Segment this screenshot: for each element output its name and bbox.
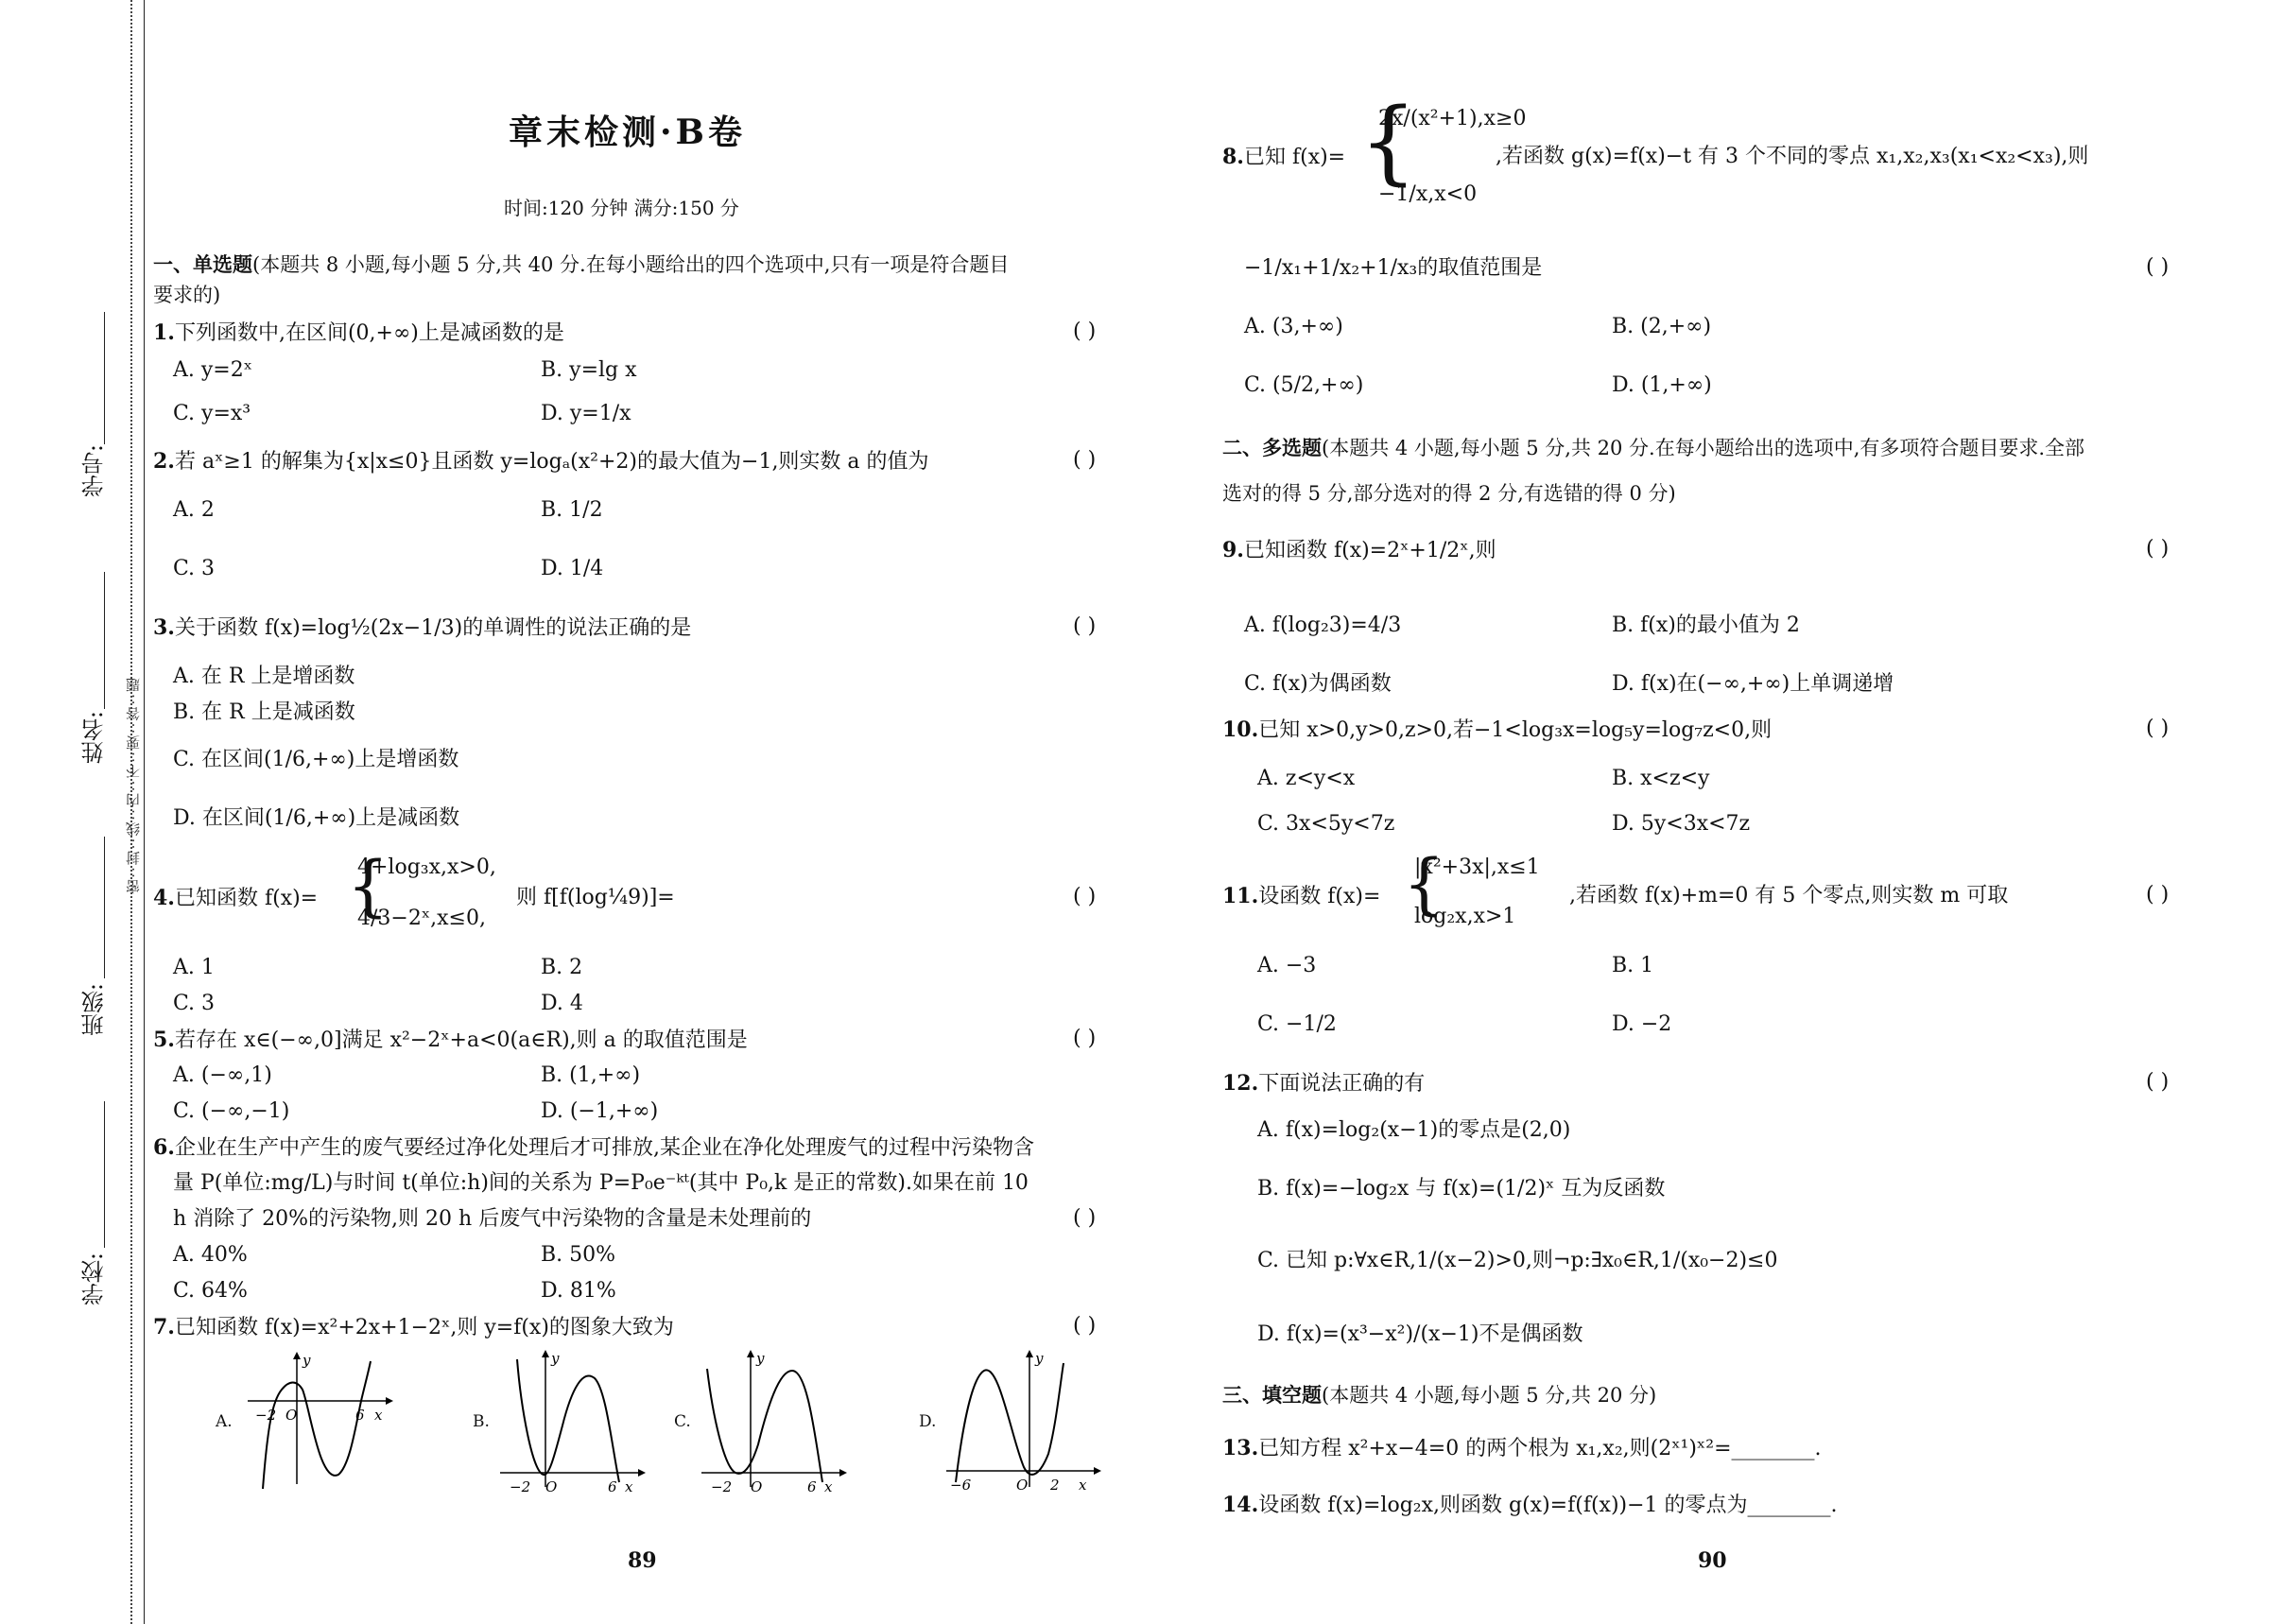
page-title: 章末检测·B卷 <box>509 112 746 152</box>
q10-option-d[interactable]: D. 5y<3x<7z <box>1612 812 1751 836</box>
q7-option-c[interactable]: C. <box>674 1412 691 1431</box>
question-3 <box>153 614 691 642</box>
q9-number: 9. <box>1222 538 1244 562</box>
class-label: 班级: <box>81 983 108 1037</box>
section1-desc-2: 要求的) <box>153 284 221 306</box>
section1-desc: (本题共 8 小题,每小题 5 分,共 40 分.在每小题给出的四个选项中,只有一项是符合题目 <box>252 253 1010 276</box>
q4-number: 4. <box>153 886 175 910</box>
q5-option-a[interactable]: A. (−∞,1) <box>173 1063 272 1087</box>
q11-option-d[interactable]: D. −2 <box>1612 1012 1672 1036</box>
q11-option-c[interactable]: C. −1/2 <box>1257 1012 1337 1036</box>
q4-stem-b: 则 f[f(log¼9)]= <box>516 886 675 909</box>
section3-heading <box>1222 1380 1656 1408</box>
page-number-right: 90 <box>1698 1548 1727 1573</box>
question-12 <box>1222 1070 1425 1097</box>
q5-option-d[interactable]: D. (−1,+∞) <box>541 1099 659 1123</box>
q9-option-c[interactable]: C. f(x)为偶函数 <box>1244 672 1392 696</box>
section2-heading <box>1222 433 2084 461</box>
q4-option-c[interactable]: C. 3 <box>173 992 216 1015</box>
school-label: 学校: <box>81 1253 108 1306</box>
graph-a-origin: O <box>285 1407 298 1424</box>
student-id-label: 学号: <box>81 444 108 498</box>
q11-number: 11. <box>1222 884 1259 908</box>
question-9 <box>1222 537 1496 564</box>
q9-option-d[interactable]: D. f(x)在(−∞,+∞)上单调递增 <box>1612 672 1894 696</box>
graph-c-y: y <box>756 1350 765 1367</box>
q5-option-b[interactable]: B. (1,+∞) <box>541 1063 641 1087</box>
q9-answer-box[interactable]: ( ) <box>2146 537 2170 561</box>
q2-number: 2. <box>153 449 175 474</box>
q7-option-a[interactable]: A. <box>216 1412 233 1431</box>
q7-number: 7. <box>153 1315 175 1339</box>
q9-option-a[interactable]: A. f(log₂3)=4/3 <box>1244 613 1402 637</box>
q11-stem-a: 设函数 f(x)= <box>1258 885 1381 908</box>
q11-stem-b: ,若函数 f(x)+m=0 有 5 个零点,则实数 m 可取 <box>1569 884 2009 907</box>
q8-option-c[interactable]: C. (5/2,+∞) <box>1244 373 1364 397</box>
q5-answer-box[interactable]: ( ) <box>1073 1027 1097 1050</box>
section1-heading <box>153 250 1009 278</box>
q12-stem: 下面说法正确的有 <box>1258 1072 1426 1096</box>
q1-answer-box[interactable]: ( ) <box>1073 320 1097 343</box>
q1-number: 1. <box>153 320 175 345</box>
q10-stem: 已知 x>0,y>0,z>0,若−1<log₃x=log₅y=log₇z<0,则 <box>1258 718 1773 742</box>
q1-option-c[interactable]: C. y=x³ <box>173 402 251 425</box>
class-blank[interactable] <box>104 837 105 978</box>
name-blank[interactable] <box>104 572 105 709</box>
q7-graph-d[interactable] <box>943 1350 1103 1492</box>
graph-c-origin: O <box>751 1478 763 1492</box>
q6-option-a[interactable]: A. 40% <box>173 1243 248 1267</box>
q12-number: 12. <box>1222 1071 1259 1096</box>
q2-answer-box[interactable]: ( ) <box>1073 448 1097 472</box>
school-blank[interactable] <box>104 1101 105 1248</box>
graph-c-neg2: −2 <box>711 1478 733 1492</box>
q7-graph-a[interactable] <box>244 1352 395 1494</box>
graph-b-6: 6 <box>608 1478 617 1492</box>
q8-brace: { <box>1359 89 1418 195</box>
q2-option-c[interactable]: C. 3 <box>173 557 216 580</box>
q3-number: 3. <box>153 615 175 640</box>
question-5 <box>153 1027 748 1054</box>
student-id-blank[interactable] <box>104 312 105 444</box>
graph-b-neg2: −2 <box>510 1478 531 1492</box>
graph-a-y: y <box>303 1352 311 1369</box>
q3-stem: 关于函数 f(x)=log½(2x−1/3)的单调性的说法正确的是 <box>174 616 692 640</box>
q12-option-a[interactable]: A. f(x)=log₂(x−1)的零点是(2,0) <box>1257 1118 1571 1142</box>
graph-c-x: x <box>824 1478 833 1492</box>
q11-brace: { <box>1403 845 1445 923</box>
q2-option-b[interactable]: B. 1/2 <box>541 498 603 522</box>
question-11-stem-a <box>1222 883 1380 910</box>
q8-answer-box[interactable]: ( ) <box>2146 255 2170 279</box>
graph-a-6: 6 <box>355 1407 365 1424</box>
q3-answer-box[interactable]: ( ) <box>1073 614 1097 638</box>
question-6-line-1 <box>153 1134 1034 1162</box>
q1-option-d[interactable]: D. y=1/x <box>541 402 631 425</box>
q5-option-c[interactable]: C. (−∞,−1) <box>173 1099 290 1123</box>
q14-stem[interactable]: 设函数 f(x)=log₂x,则函数 g(x)=f(f(x))−1 的零点为________. <box>1258 1494 1838 1517</box>
q12-option-c[interactable]: C. 已知 p:∀x∈R,1/(x−2)>0,则¬p:∃x₀∈R,1/(x₀−2)≤0 <box>1257 1249 1778 1272</box>
q11-option-b[interactable]: B. 1 <box>1612 954 1654 977</box>
q1-option-b[interactable]: B. y=lg x <box>541 358 637 382</box>
q4-case-2: 4/3−2ˣ,x≤0, <box>357 907 486 930</box>
q8-option-d[interactable]: D. (1,+∞) <box>1612 373 1712 397</box>
q7-answer-box[interactable]: ( ) <box>1073 1314 1097 1338</box>
q8-option-a[interactable]: A. (3,+∞) <box>1244 315 1343 338</box>
q8-number: 8. <box>1222 145 1244 169</box>
q6-line1: 企业在生产中产生的废气要经过净化处理后才可排放,某企业在净化处理废气的过程中污染物含 <box>174 1136 1034 1160</box>
graph-c-6: 6 <box>807 1478 817 1492</box>
q3-option-a[interactable]: A. 在 R 上是增函数 <box>173 665 355 688</box>
question-2 <box>153 448 929 475</box>
q12-option-b[interactable]: B. f(x)=−log₂x 与 f(x)=(1/2)ˣ 互为反函数 <box>1257 1177 1666 1201</box>
q7-graph-b[interactable] <box>496 1350 648 1492</box>
q6-option-c[interactable]: C. 64% <box>173 1279 248 1303</box>
q6-option-d[interactable]: D. 81% <box>541 1279 616 1303</box>
q4-answer-box[interactable]: ( ) <box>1073 885 1097 908</box>
graph-d-origin: O <box>1016 1477 1029 1492</box>
question-10 <box>1222 717 1772 744</box>
q12-option-d[interactable]: D. f(x)=(x³−x²)/(x−1)不是偶函数 <box>1257 1322 1583 1346</box>
section2-title: 二、多选题 <box>1222 436 1322 459</box>
seal-line-note: 密··封··线··内··不··要··答··题 <box>125 676 142 894</box>
graph-d-2: 2 <box>1050 1477 1060 1492</box>
question-13[interactable] <box>1222 1435 1822 1462</box>
q13-stem[interactable]: 已知方程 x²+x−4=0 的两个根为 x₁,x₂,则(2ˣ¹)ˣ²=________. <box>1258 1437 1822 1460</box>
question-14[interactable] <box>1222 1492 1838 1519</box>
graph-d-x: x <box>1079 1477 1087 1492</box>
q4-stem-a: 已知函数 f(x)= <box>174 887 319 910</box>
q6-line-2: 量 P(单位:mg/L)与时间 t(单位:h)间的关系为 P=P₀e⁻ᵏᵗ(其中 P₀,k 是正的常数).如果在前 10 <box>173 1171 1029 1195</box>
q2-stem: 若 aˣ≥1 的解集为{x|x≤0}且函数 y=logₐ(x²+2)的最大值为−1,则实数 a 的值为 <box>174 450 929 474</box>
graph-a-neg2: −2 <box>255 1407 277 1424</box>
q9-stem: 已知函数 f(x)=2ˣ+1/2ˣ,则 <box>1243 539 1496 562</box>
q7-option-b[interactable]: B. <box>473 1412 490 1431</box>
q8-case-2: −1/x,x<0 <box>1378 182 1478 206</box>
q13-number: 13. <box>1222 1436 1259 1460</box>
question-7 <box>153 1314 674 1341</box>
graph-a-x: x <box>374 1407 383 1424</box>
q5-number: 5. <box>153 1028 175 1052</box>
q5-stem: 若存在 x∈(−∞,0]满足 x²−2ˣ+a<0(a∈R),则 a 的取值范围是 <box>174 1028 748 1052</box>
section3-title: 三、填空题 <box>1222 1383 1322 1407</box>
name-label: 姓名: <box>81 711 108 765</box>
q8-line-2: −1/x₁+1/x₂+1/x₃的取值范围是 <box>1244 256 1543 280</box>
graph-d-y: y <box>1035 1350 1044 1367</box>
graph-b-origin: O <box>545 1478 558 1492</box>
question-8-stem-a <box>1222 144 1345 171</box>
page-number-left: 89 <box>628 1548 657 1573</box>
q3-option-b[interactable]: B. 在 R 上是减函数 <box>173 700 355 724</box>
q3-option-d[interactable]: D. 在区间(1/6,+∞)上是减函数 <box>173 806 460 830</box>
q11-option-a[interactable]: A. −3 <box>1257 954 1317 977</box>
q6-option-b[interactable]: B. 50% <box>541 1243 616 1267</box>
q9-option-b[interactable]: B. f(x)的最小值为 2 <box>1612 613 1800 637</box>
q4-option-b[interactable]: B. 2 <box>541 956 583 979</box>
q6-line-3: h 消除了 20%的污染物,则 20 h 后废气中污染物的含量是未处理前的 <box>173 1207 812 1231</box>
q7-option-d[interactable]: D. <box>919 1412 937 1431</box>
q12-answer-box[interactable]: ( ) <box>2146 1070 2170 1094</box>
q11-case-2: log₂x,x>1 <box>1414 905 1516 928</box>
section2-desc: (本题共 4 小题,每小题 5 分,共 20 分.在每小题给出的选项中,有多项符合题目要求.全部 <box>1322 437 2085 459</box>
q6-number: 6. <box>153 1135 175 1160</box>
q4-case-1: 4+log₃x,x>0, <box>357 855 496 879</box>
q4-brace: { <box>347 847 389 924</box>
q10-answer-box[interactable]: ( ) <box>2146 717 2170 740</box>
graph-d-neg6: −6 <box>950 1477 972 1492</box>
section1-title: 一、单选题 <box>153 252 252 276</box>
q8-stem-b: ,若函数 g(x)=f(x)−t 有 3 个不同的零点 x₁,x₂,x₃(x₁<x₂<x₃),则 <box>1496 145 2089 168</box>
graph-b-x: x <box>625 1478 633 1492</box>
q14-number: 14. <box>1222 1493 1259 1517</box>
section3-desc: (本题共 4 小题,每小题 5 分,共 20 分) <box>1322 1384 1657 1407</box>
binding-solid-line <box>144 0 145 1624</box>
graph-b-y: y <box>551 1350 560 1367</box>
q8-option-b[interactable]: B. (2,+∞) <box>1612 315 1712 338</box>
question-4-stem-a <box>153 885 318 912</box>
q3-option-c[interactable]: C. 在区间(1/6,+∞)上是增函数 <box>173 748 459 771</box>
q10-number: 10. <box>1222 717 1259 742</box>
q4-option-d[interactable]: D. 4 <box>541 992 583 1015</box>
q2-option-d[interactable]: D. 1/4 <box>541 557 604 580</box>
section2-desc-2: 选对的得 5 分,部分选对的得 2 分,有选错的得 0 分) <box>1222 482 1676 505</box>
q11-answer-box[interactable]: ( ) <box>2146 883 2170 907</box>
q4-option-a[interactable]: A. 1 <box>173 956 215 979</box>
q1-stem: 下列函数中,在区间(0,+∞)上是减函数的是 <box>174 321 564 345</box>
q6-answer-box[interactable]: ( ) <box>1073 1206 1097 1230</box>
q10-option-b[interactable]: B. x<z<y <box>1612 767 1710 790</box>
question-1 <box>153 320 564 347</box>
q8-case-1: 2x/(x²+1),x≥0 <box>1378 107 1527 130</box>
q8-stem-a: 已知 f(x)= <box>1243 146 1346 169</box>
q11-case-1: |x²+3x|,x≤1 <box>1414 855 1540 879</box>
q10-option-a[interactable]: A. z<y<x <box>1257 767 1356 790</box>
q10-option-c[interactable]: C. 3x<5y<7z <box>1257 812 1395 836</box>
q7-graph-c[interactable] <box>698 1350 849 1492</box>
q7-stem: 已知函数 f(x)=x²+2x+1−2ˣ,则 y=f(x)的图象大致为 <box>174 1316 674 1339</box>
q2-option-a[interactable]: A. 2 <box>173 498 215 522</box>
q1-option-a[interactable]: A. y=2ˣ <box>173 358 253 382</box>
exam-meta: 时间:120 分钟 满分:150 分 <box>504 197 739 219</box>
